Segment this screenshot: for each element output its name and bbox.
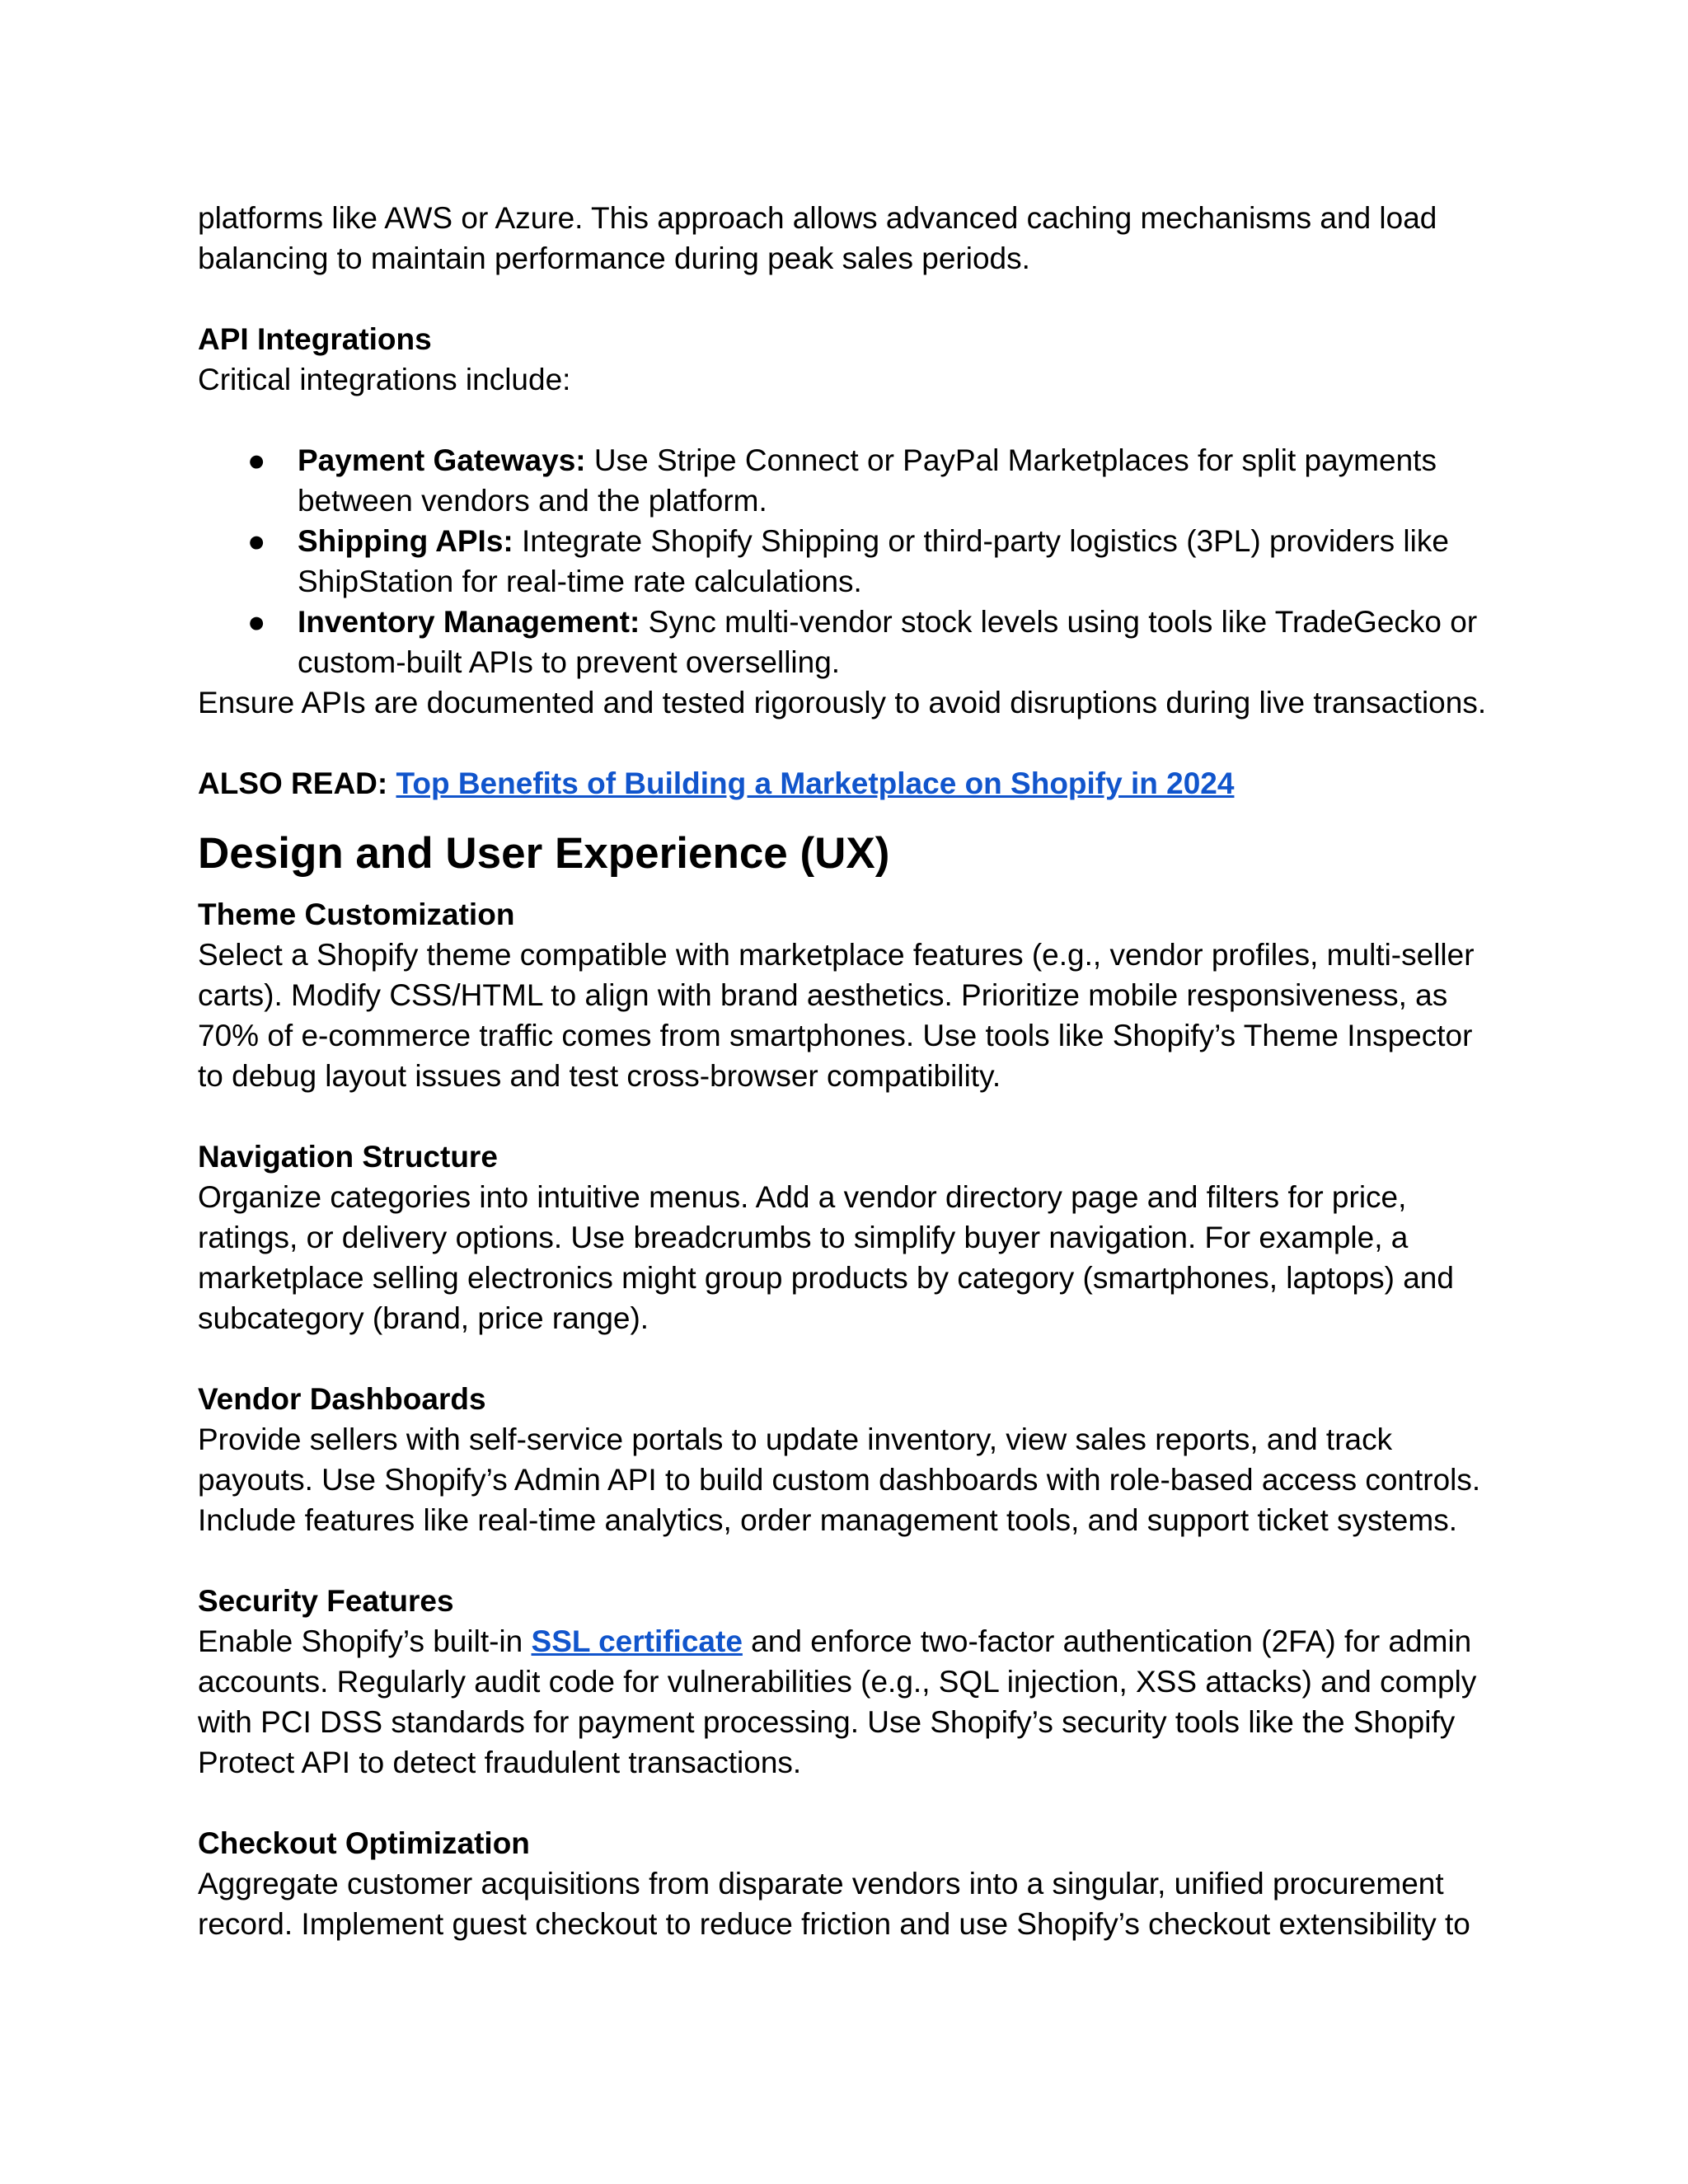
api-integrations-closing: Ensure APIs are documented and tested rigorously to avoid disruptions during live transactions. (198, 686, 1487, 719)
bullet-icon: ● (247, 443, 266, 477)
list-item-text: Sync multi-vendor stock levels using tools like TradeGecko or custom-built APIs to prevent overselling. (298, 605, 1478, 679)
api-integrations-lead: Critical integrations include: (198, 363, 571, 396)
list-item (198, 440, 1490, 521)
spacer (198, 1540, 1490, 1581)
list-item-label: Shipping APIs: (298, 524, 513, 558)
bullet-icon: ● (247, 605, 266, 639)
vendor-dashboards-paragraph: Provide sellers with self-service portals to update inventory, view sales reports, and track payouts. Use Shopify’s Admin API to build custom dashboards with role-based access controls. Include features like real-time analytics, order management tools, and support ticket systems. (198, 1422, 1481, 1537)
ssl-certificate-link[interactable]: SSL certificate (531, 1624, 743, 1658)
spacer (198, 400, 1490, 440)
list-item-text: Use Stripe Connect or PayPal Marketplaces for split payments between vendors and the platform. (298, 443, 1437, 518)
vendor-dashboards-heading: Vendor Dashboards (198, 1382, 486, 1416)
spacer (198, 1783, 1490, 1823)
spacer (198, 279, 1490, 319)
list-item-text: Integrate Shopify Shipping or third-party logistics (3PL) providers like ShipStation for real-time rate calculations. (298, 524, 1449, 598)
spacer (198, 723, 1490, 763)
checkout-optimization-paragraph: Aggregate customer acquisitions from disparate vendors into a singular, unified procurement record. Implement guest checkout to reduce friction and use Shopify’s checkout extensibility to (198, 1867, 1470, 1941)
also-read-link[interactable]: Top Benefits of Building a Marketplace on Shopify in 2024 (396, 766, 1235, 800)
also-read-label: ALSO READ: (198, 766, 396, 800)
list-item-label: Inventory Management: (298, 605, 640, 639)
spacer (198, 1338, 1490, 1379)
list-item (198, 521, 1490, 602)
security-text-after: and enforce two-factor authentication (2FA) for admin accounts. Regularly audit code for vulnerabilities (e.g., SQL injection, XSS attacks) and comply with PCI DSS standards for payment processing. Use Shopify’s security tools like the Shopify Protect API to detect fraudulent transactions. (198, 1624, 1477, 1779)
checkout-optimization-heading: Checkout Optimization (198, 1826, 530, 1860)
intro-paragraph: platforms like AWS or Azure. This approach allows advanced caching mechanisms and load balancing to maintain performance during peak sales periods. (198, 201, 1437, 275)
api-integrations-list (198, 440, 1490, 682)
security-text-before: Enable Shopify’s built-in (198, 1624, 532, 1658)
navigation-structure-paragraph: Organize categories into intuitive menus. Add a vendor directory page and filters for price, ratings, or delivery options. Use breadcrumbs to simplify buyer navigation. For example, a marketplace selling electronics might group products by category (smartphones, laptops) and subcategory (brand, price range). (198, 1180, 1454, 1335)
navigation-structure-heading: Navigation Structure (198, 1140, 498, 1174)
security-features-heading: Security Features (198, 1584, 454, 1618)
theme-customization-heading: Theme Customization (198, 898, 515, 931)
spacer (198, 1096, 1490, 1137)
section-title-design-ux: Design and User Experience (UX) (198, 829, 890, 878)
theme-customization-paragraph: Select a Shopify theme compatible with marketplace features (e.g., vendor profiles, multi-seller carts). Modify CSS/HTML to align with brand aesthetics. Prioritize mobile responsiveness, as 70% of e-commerce traffic comes from smartphones. Use tools like Shopify’s Theme Inspector to debug layout issues and test cross-browser compatibility. (198, 938, 1475, 1093)
list-item-label: Payment Gateways: (298, 443, 586, 477)
also-read-line (198, 763, 1490, 804)
api-integrations-heading: API Integrations (198, 322, 432, 356)
security-features-paragraph (198, 1621, 1490, 1783)
list-item (198, 602, 1490, 682)
bullet-icon: ● (247, 524, 266, 558)
